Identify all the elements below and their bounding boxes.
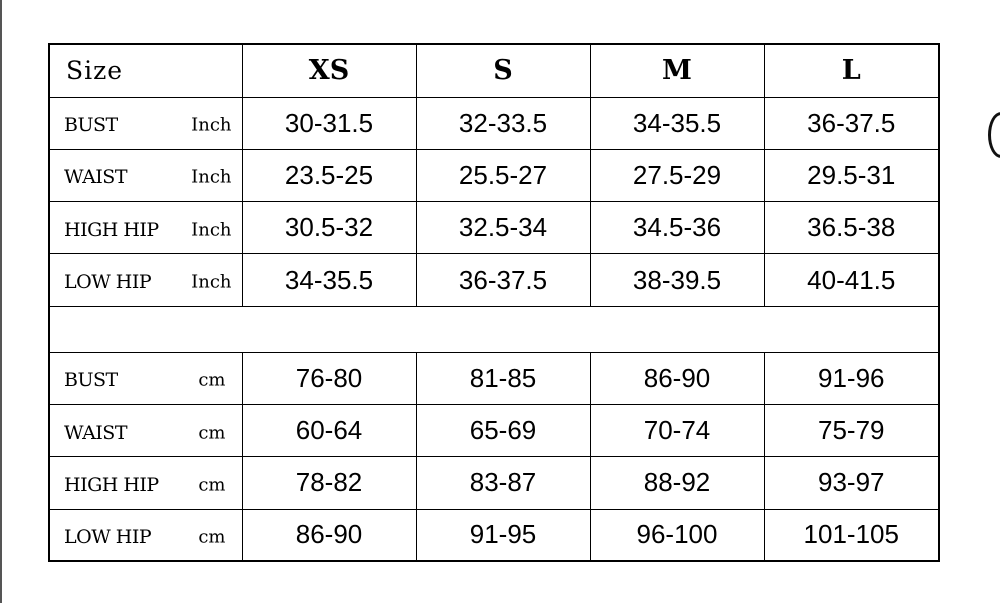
inch-row-low-hip (49, 254, 939, 306)
value-cell: 34.5-36 (590, 202, 764, 254)
measurement-name: HIGH HIP (64, 218, 159, 241)
unit-label: cm (198, 369, 226, 391)
measurement-label-cell (49, 509, 242, 561)
header-row (49, 44, 939, 97)
value-cell: 91-96 (764, 352, 939, 404)
value-cell: 70-74 (590, 404, 764, 456)
size-chart-table (48, 43, 940, 562)
value-cell: 93-97 (764, 457, 939, 509)
unit-label: cm (198, 526, 226, 548)
value-cell: 32-33.5 (416, 97, 590, 149)
inch-row-high-hip (49, 202, 939, 254)
value-cell: 27.5-29 (590, 149, 764, 201)
value-cell: 65-69 (416, 404, 590, 456)
value-cell: 32.5-34 (416, 202, 590, 254)
measurement-name: BUST (64, 369, 118, 392)
inch-row-waist (49, 149, 939, 201)
measurement-name: LOW HIP (64, 526, 152, 549)
value-cell: 78-82 (242, 457, 416, 509)
measurement-label-cell (49, 149, 242, 201)
value-cell: 76-80 (242, 352, 416, 404)
unit-label: Inch (191, 167, 232, 189)
cm-row-high-hip (49, 457, 939, 509)
unit-label: Inch (191, 219, 232, 241)
size-column-title: Size (49, 44, 242, 97)
value-cell: 36-37.5 (416, 254, 590, 306)
separator-cell (49, 306, 939, 352)
cropped-shape (988, 112, 1000, 158)
value-cell: 30.5-32 (242, 202, 416, 254)
value-cell: 60-64 (242, 404, 416, 456)
value-cell: 23.5-25 (242, 149, 416, 201)
size-header-xs: XS (242, 44, 416, 97)
unit-label: cm (198, 474, 226, 496)
value-cell: 101-105 (764, 509, 939, 561)
unit-label: cm (198, 422, 226, 444)
value-cell: 38-39.5 (590, 254, 764, 306)
value-cell: 96-100 (590, 509, 764, 561)
cm-row-low-hip (49, 509, 939, 561)
measurement-name: HIGH HIP (64, 474, 159, 497)
measurement-label-cell (49, 254, 242, 306)
measurement-label-cell (49, 97, 242, 149)
cm-row-bust (49, 352, 939, 404)
unit-label: Inch (191, 114, 232, 136)
measurement-name: WAIST (64, 166, 127, 189)
size-header-l: L (764, 44, 939, 97)
value-cell: 36.5-38 (764, 202, 939, 254)
value-cell: 34-35.5 (590, 97, 764, 149)
measurement-label-cell (49, 352, 242, 404)
value-cell: 25.5-27 (416, 149, 590, 201)
unit-label: Inch (191, 271, 232, 293)
value-cell: 34-35.5 (242, 254, 416, 306)
left-border-line (0, 0, 2, 603)
cm-row-waist (49, 404, 939, 456)
value-cell: 75-79 (764, 404, 939, 456)
size-header-s: S (416, 44, 590, 97)
value-cell: 81-85 (416, 352, 590, 404)
measurement-label-cell (49, 457, 242, 509)
value-cell: 86-90 (590, 352, 764, 404)
measurement-name: LOW HIP (64, 271, 152, 294)
value-cell: 83-87 (416, 457, 590, 509)
measurement-name: WAIST (64, 421, 127, 444)
value-cell: 36-37.5 (764, 97, 939, 149)
size-header-m: M (590, 44, 764, 97)
value-cell: 88-92 (590, 457, 764, 509)
separator-row (49, 306, 939, 352)
value-cell: 30-31.5 (242, 97, 416, 149)
value-cell: 29.5-31 (764, 149, 939, 201)
value-cell: 86-90 (242, 509, 416, 561)
value-cell: 40-41.5 (764, 254, 939, 306)
measurement-label-cell (49, 202, 242, 254)
measurement-name: BUST (64, 114, 118, 137)
inch-row-bust (49, 97, 939, 149)
value-cell: 91-95 (416, 509, 590, 561)
measurement-label-cell (49, 404, 242, 456)
